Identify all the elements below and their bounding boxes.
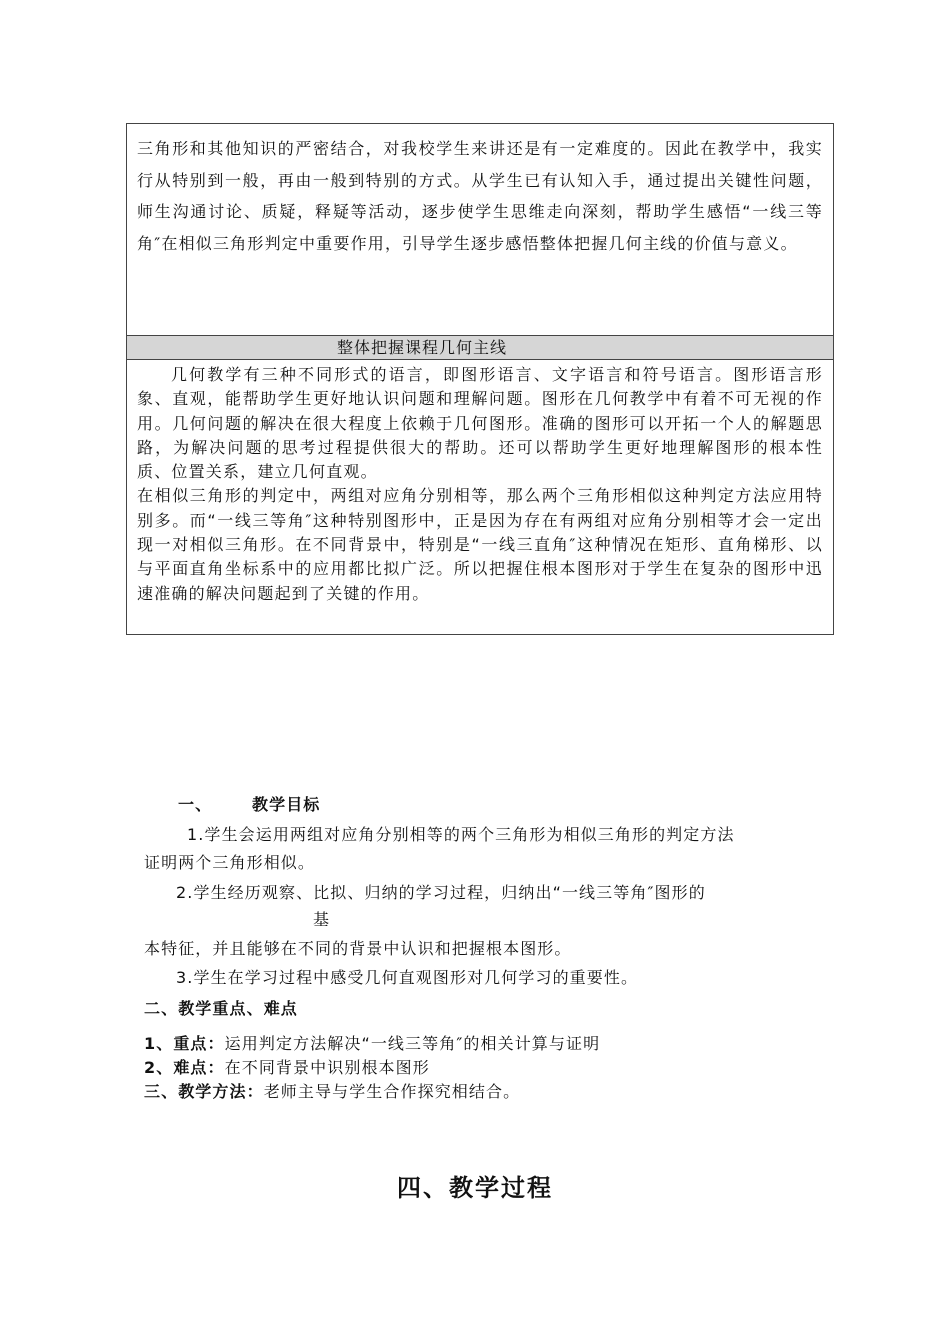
goal-3: 3.学生在学习过程中感受几何直观图形对几何学习的重要性。 <box>176 968 639 987</box>
goal-2-line-3: 本特征，并且能够在不同的背景中认识和把握根本图形。 <box>144 939 572 958</box>
section-header-row <box>127 336 833 360</box>
focus-line <box>144 1034 600 1054</box>
goals-heading-number: 一、 <box>178 795 213 814</box>
focus-text: 运用判定方法解决“一线三等角″的相关计算与证明 <box>224 1034 601 1053</box>
goal-2-line-2: 基 <box>313 910 331 929</box>
goal-1-line-1: 1.学生会运用两组对应角分别相等的两个三角形为相似三角形的判定方法 <box>187 825 735 844</box>
methods-label: 三、教学方法： <box>144 1082 264 1101</box>
focus-label: 1、重点： <box>144 1034 225 1053</box>
difficulty-text: 在不同背景中识别根本图形 <box>224 1058 430 1077</box>
process-title: 四、教学过程 <box>397 1174 553 1202</box>
section-header: 整体把握课程几何主线 <box>337 338 508 357</box>
methods-text: 老师主导与学生合作探究相结合。 <box>263 1082 521 1101</box>
goal-2-line-1: 2.学生经历观察、比拟、归纳的学习过程，归纳出“一线三等角″图形的 <box>176 883 706 902</box>
difficulty-label: 2、难点： <box>144 1058 225 1077</box>
key-points-heading: 二、教学重点、难点 <box>144 999 298 1018</box>
content-table <box>126 123 834 635</box>
body-cell <box>127 360 833 606</box>
body-paragraph-2: 在相似三角形的判定中，两组对应角分别相等，那么两个三角形相似这种判定方法应用特别多。而“一线三等角″这种特别图形中，正是因为存在有两组对应角分别相等才会一定出现一对相似三角形。在不同背景中，特别是“一线三直角″这种情况在矩形、直角梯形、以与平面直角坐标系中的应用都比拟广泛。所以把握住根本图形对于学生在复杂的图形中迅速准确的解决问题起到了关键的作用。 <box>137 486 823 603</box>
goals-heading: 教学目标 <box>252 795 321 814</box>
methods-line <box>144 1082 520 1102</box>
goal-1-line-2: 证明两个三角形相似。 <box>144 853 316 872</box>
intro-cell <box>127 124 833 336</box>
difficulty-line <box>144 1058 430 1078</box>
body-paragraph-1: 几何教学有三种不同形式的语言，即图形语言、文字语言和符号语言。图形语言形象、直观，能帮助学生更好地认识问题和理解问题。图形在几何教学中有着不可无视的作用。几何问题的解决在很大程度上依赖于几何图形。准确的图形可以开拓一个人的解题思路，为解决问题的思考过程提供很大的帮助。还可以帮助学生更好地理解图形的根本性质、位置关系，建立几何直观。 <box>137 365 823 482</box>
intro-paragraph: 三角形和其他知识的严密结合，对我校学生来讲还是有一定难度的。因此在教学中，我实行从特别到一般，再由一般到特别的方式。从学生已有认知入手，通过提出关键性问题，师生沟通讨论、质疑，释疑等活动，逐步使学生思维走向深刻，帮助学生感悟“一线三等角″在相似三角形判定中重要作用，引导学生逐步感悟整体把握几何主线的价值与意义。 <box>137 139 823 253</box>
